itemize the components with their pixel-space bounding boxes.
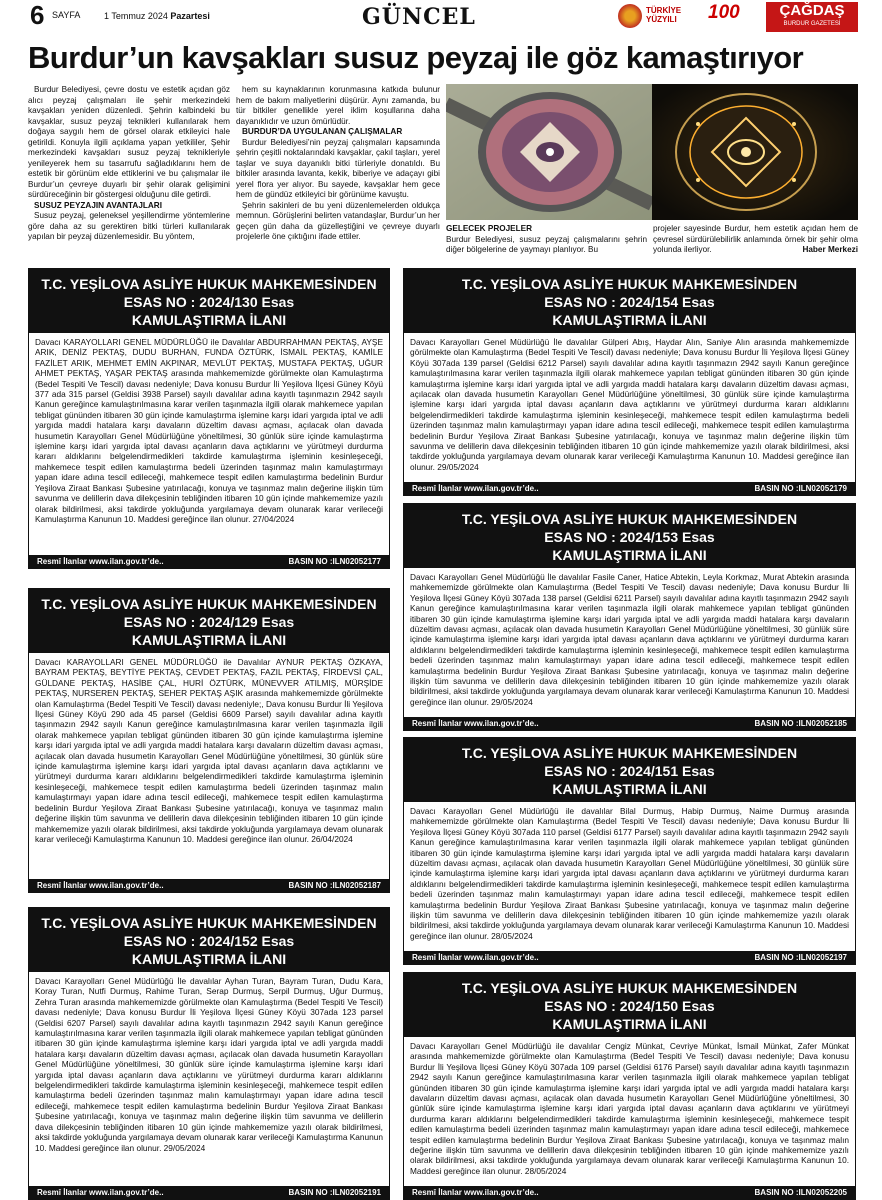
notice-press-number: BASIN NO :ILN02052187 [288,881,381,890]
notice-body: Davacı Karayolları Genel Müdürlüğü İle davalılar Gülperi Abış, Haydar Alın, Saniye Alın arasında mahkememizde görülmekte olan Kamulaştırma (Bedel Tespiti Ve Tescil) davası nedeniyle; Dava konusu Burdur İli Yeşilova İlçesi Güney Köyü 307ada 139 parsel (Geldisi 6212 Parsel) sayılı davalılar adına kayıtlı taşınmazın 2942 sayılı Kanun gereğince kamulaştırılmasına karar verilen taşınmazla ilgili olarak mahkemece yapılan tebligat gününden itibaren 30 gün içinde kamulaştırma işlemine karşı idari yargıda iptal ve adli yargıda maddi hatalara karşı davaların düzeltim davası açması, açılacak olan davada husumetin Karayolları Genel Müdürlüğüne yöneltilmesi, 30 günlük süre içinde kamulaştırma işlemine karşı idari yargıda iptal davası açanların dava açtıklarını ve yürütmeyi durdurma kararı aldıklarını belgelendirmedikleri takdirde kamulaştırma işleminin kesinleşeceği, mahkemece tespit edilen kamulaştırma bedeli üzerinden taşınmaz malın kamulaştırmayı yapan idare adına tescil edileceği, mahkemece tespit edilen kamulaştırma bedelinin Burdur Yeşilova Ziraat Bankası Şubesine yatırılacağı, konuya ve taşınmaz malın değerine ilişkin tüm savunma ve delillerin dava dilekçesinin tebliğinden itibaren 10 gün içinde mahkememize yazılı olarak bildirilmesi, aksi takdirde yokluğunda yargılamaya devam olunarak karar verileceği Kamulaştırma Kanunun 10. Maddesi gereğince ilan olunur. 29/05/2024 [410,337,849,472]
legal-notice [403,268,856,496]
notice-court: T.C. YEŞİLOVA ASLİYE HUKUK MAHKEMESİNDEN [41,915,377,931]
article-paragraph: hem su kaynaklarının korunmasına katkıda bulunur hem de bakım maliyetlerini düşürür. Aynı zamanda, bu tür bitkiler genellikle yerel iklim koşullarına daha dayanıklıdır ve uzun ömürlüdür. [236,85,440,126]
notice-court: T.C. YEŞİLOVA ASLİYE HUKUK MAHKEMESİNDEN [461,276,798,292]
notice-case-number: ESAS NO : 2024/154 Esas [544,294,715,310]
notice-type: KAMULAŞTIRMA İLANI [131,632,287,648]
notice-case-number: ESAS NO : 2024/152 Esas [123,933,295,949]
page-word: SAYFA [52,10,81,20]
notice-court: T.C. YEŞİLOVA ASLİYE HUKUK MAHKEMESİNDEN [461,980,798,996]
notice-press-number: BASIN NO :ILN02052185 [754,719,847,728]
notice-press-number: BASIN NO :ILN02052191 [288,1188,381,1197]
turkiye-yuzyili-text: TÜRKİYE YÜZYILI [646,6,682,24]
date-weekday: Pazartesi [170,11,210,21]
article-closing-text: projeler sayesinde Burdur, hem estetik açıdan hem de çevresel sürdürülebilirlik anlamında örnek bir şehir olma yolunda ilerliyor. [653,224,858,254]
legal-notice [28,588,390,893]
notice-title [29,269,389,333]
notice-title [404,504,855,568]
notice-press-number: BASIN NO :ILN02052205 [754,1188,847,1197]
article-column-3 [446,224,647,256]
article-column-1 [28,85,230,243]
article-paragraph: Burdur Belediyesi’nin peyzaj çalışmaları kapsamında şehrin çeşitli noktalarındaki kavşaklar, çakıl taşları, yerel taşlar ve suya dayanıklı bitki türleriyle donatıldı. Bu bitkiler arasında lavanta, kekik, biberiye ve adaçayı gibi yerel flora yer alıyor. Bu sayede, kavşaklar hem gece hem de gündüz etkileyici bir görünüme kavuştu. [236,137,440,199]
article-column-4 [653,224,858,256]
notice-title [404,738,855,802]
notice-footer-site: Resmî İlanlar www.ilan.gov.tr’de.. [37,881,164,890]
anniversary-logo: 100 [708,2,740,23]
page-number: 6 [30,0,45,30]
newspaper-logo [766,2,858,32]
notice-body: Davacı Karayolları Genel Müdürlüğü İle davalılar Ayhan Turan, Bayram Turan, Dudu Kara, Koray Turan, Nutfi Durmuş, Rahime Turan, Serap Durmuş, Serpil Durmuş, Uğur Durmuş, Zehra Turan arasında mahkememizde görülmekte olan Kamulaştırma (Bedel Tespiti Ve Tescil) davası nedeniyle; Dava konusu Burdur İli Yeşilova İlçesi Güney Köyü 307ada 123 parsel (Geldisi 6207 Parsel) sayılı davalılar adına kayıtlı taşınmazın 2942 sayılı Kanun gereğince kamulaştırılmasına karar verilen taşınmazla ilgili olarak mahkemece yapılan tebligat gününden itibaren 30 gün içinde kamulaştırma işlemine karşı idari yargıda iptal ve adli yargıda maddi hatalara karşı davaların düzeltim davası açması, açılacak olan davada husumetin Karayolları Genel Müdürlüğüne yöneltilmesi, 30 günlük süre içinde kamulaştırma işlemine karşı idari yargıda iptal davası açanların dava açtıklarını ve yürütmeyi durdurma kararı aldıklarını belgelendirmedikleri takdirde kamulaştırma işleminin kesinleşeceği, mahkemece tespit edilen kamulaştırma bedeli üzerinden taşınmaz malın kamulaştırmayı yapan idare adına tescil edileceği, mahkemece tespit edilen kamulaştırma bedelinin Burdur Yeşilova Ziraat Bankası Şubesine yatırılacağı, konuya ve taşınmaz malın değerine ilişkin tüm savunma ve delillerin dava dilekçesinin tebliğinden itibaren 10 gün içinde mahkememize yazılı olarak bildirilmesi, aksi takdirde yokluğunda yargılamaya devam olunarak karar verileceği Kamulaştırma Kanunun 10. Maddesi gereğince ilan olunur. 29/05/2024 [35,976,383,1153]
legal-notice [403,503,856,731]
notice-press-number: BASIN NO :ILN02052197 [754,953,847,962]
article-paragraph: Burdur Belediyesi, çevre dostu ve estetik açıdan göz alıcı peyzaj çalışmaları ile şehir merkezindeki kavşakları yeniden düzenledi. Şehrin kalbindeki bu kavşaklar, susuz peyzaj teknikleri kullanılarak hem doğaya saygılı hem de görsel olarak etkileyici hale getirildi. Konuyla ilgili açıklama yapan yetkililer, Şehir merkezindeki kavşakları susuz peyzaj teknikleriyle yenileyerek hem su tasarrufu sağladıklarını hem de estetik bir görünüm elde ettiklerini ve bu çalışmalar ile Burdur’un çevreye duyarlı bir şehir olarak gelişimini sürdüreceğinin bir göstergesi olduğunu dile getirdi. [28,85,230,199]
notice-court: T.C. YEŞİLOVA ASLİYE HUKUK MAHKEMESİNDEN [461,745,798,761]
article-credit: Haber Merkezi [802,245,858,254]
notice-court: T.C. YEŞİLOVA ASLİYE HUKUK MAHKEMESİNDEN [461,511,798,527]
article-headline: Burdur’un kavşakları susuz peyzaj ile göz kamaştırıyor [28,40,804,75]
notice-type: KAMULAŞTIRMA İLANI [552,781,707,797]
article-paragraph: Şehrin sakinleri de bu yeni düzenlemelerden oldukça memnun. Görüşlerini belirten vatandaşlar, Burdur’un her geçen gün daha da güzelleştiğini ve çevreye duyarlı projelerle öne çıktığını ifade ettiler. [236,200,440,241]
legal-notice [28,268,390,569]
notice-case-number: ESAS NO : 2024/129 Esas [123,614,295,630]
notice-body: Davacı KARAYOLLARI GENEL MÜDÜRLÜĞÜ ile Davalılar AYNUR PEKTAŞ ÖZKAYA, BAYRAM PEKTAŞ, BEYTİYE PEKTAŞ, CEVDET PEKTAŞ, FAZIL PEKTAŞ, FİRDEVSİ ÇAL, GÜLDANE PEKTAŞ, HASİBE ÇAL, HURİ ÖZTÜRK, MÜNEVVER ATILMIŞ, MÜRŞİDE PEKTAŞ, NURSEREN PEKTAŞ, SEHER PEKTAŞ AŞIK arasında mahkememizde görülmekte olan Kamulaştırma (Bedel Tespiti Ve Tescil) davası nedeniyle;, Dava konusu Burdur İli Yeşilova İlçesi Güney Köyü 290 ada 45 parsel (Geldisi 6609 Parsel) sayılı davalılar adına kayıtlı taşınmazın 2942 sayılı Kanun gereğince kamulaştırılmasına karar verilen taşınmazla ilgili olarak mahkemece yapılan tebligat gününden itibaren 30 gün içinde kamulaştırma işlemine karşı idari yargıda iptal ve adli yargıda maddi hatalara karşı davaların düzeltim davası açması, açılacak olan davada husumetin Karayolları Genel Müdürlüğüne yöneltilmesi, 30 günlük süre içinde kamulaştırma işlemine karşı idari yargıda iptal davası açanların dava açtıklarını ve yürütmeyi durdurma kararı aldıklarını belgelendirmedikleri takdirde kamulaştırma işleminin kesinleşeceği, mahkemece tespit edilen kamulaştırma bedeli üzerinden taşınmaz malın kamulaştırmayı yapan idare adına tescil edileceği, mahkemece tespit edilen kamulaştırma bedelinin Burdur Yeşilova Ziraat Bankası Şubesine yatırılacağı, konuya ve taşınmaz malın değerine ilişkin tüm savunma ve delillerin dava dilekçesinin tebliğinden itibaren 10 gün içinde mahkememize yazılı olarak bildirilmesi, aksi takdirde yokluğunda yargılamaya devam olunarak karar verileceği Kamulaştırma Kanunun 10. Maddesi gereğince ilan olunur. 26/04/2024 [35,657,383,844]
notice-footer-site: Resmî İlanlar www.ilan.gov.tr’de.. [412,1188,539,1197]
notice-press-number: BASIN NO :ILN02052179 [754,484,847,493]
date-day: 1 Temmuz 2024 [104,11,168,21]
newspaper-name: ÇAĞDAŞ [779,2,845,19]
header-logos [616,2,856,34]
article-column-2 [236,85,440,243]
notice-title [404,269,855,333]
notice-press-number: BASIN NO :ILN02052177 [288,557,381,566]
notice-footer-site: Resmî İlanlar www.ilan.gov.tr’de.. [412,719,539,728]
section-title: GÜNCEL [362,4,476,30]
notice-footer [29,555,389,568]
notice-title [404,973,855,1037]
notice-footer-site: Resmî İlanlar www.ilan.gov.tr’de.. [412,484,539,493]
article-subheading: SUSUZ PEYZAJIN AVANTAJLARI [34,200,162,210]
notice-type: KAMULAŞTIRMA İLANI [131,951,287,967]
notice-footer-site: Resmî İlanlar www.ilan.gov.tr’de.. [37,557,164,566]
notice-footer [404,482,855,495]
notice-footer [404,951,855,964]
legal-notice [403,737,856,965]
article-subheading: GELECEK PROJELER [446,224,532,233]
roundabout-photo [446,84,858,220]
notice-title [29,908,389,972]
notice-type: KAMULAŞTIRMA İLANI [552,312,707,328]
notice-body: Davacı Karayolları Genel Müdürlüğü ile davalılar Cengiz Münkat, Cevriye Münkat, İsmail Münkat, Zafer Münkat arasında mahkememizde görülmekte olan Kamulaştırma (Bedel Tespiti Ve Tescil) davası nedeniyle; Dava konusu Burdur İli Yeşilova İlçesi Güney Köyü 307ada 109 parsel (Geldisi 6176 Parsel) sayılı davalılar adına kayıtlı taşınmazın 2942 sayılı Kanun gereğince kamulaştırılmasına karar verilen taşınmazla ilgili olarak mahkemece yapılan tebligat gününden itibaren 30 gün içinde kamulaştırma işlemine karşı idari yargıda iptal ve adli yargıda maddi hatalara karşı davaların düzeltim davası açması, açılacak olan davada husumetin Karayolları Genel Müdürlüğüne yöneltilmesi, 30 günlük süre içinde kamulaştırma işlemine karşı idari yargıda iptal davası açanların dava açtıklarını ve yürütmeyi durdurma kararı aldıklarını belgelendirmedikleri takdirde kamulaştırma işleminin kesinleşeceği, mahkemece tespit edilen kamulaştırma bedeli üzerinden taşınmaz malın kamulaştırmayı yapan idare adına tescil edileceği, mahkemece tespit edilen kamulaştırma bedelinin Burdur Yeşilova Ziraat Bankası Şubesine yatırılacağı, konuya ve taşınmaz malın değerine ilişkin tüm savunma ve delillerin dava dilekçesinin tebliğinden itibaren 10 gün içinde mahkememize yazılı olarak bildirilmesi, aksi takdirde yokluğunda yargılamaya devam olunarak karar verileceği Kamulaştırma Kanunun 10. Maddesi gereğince ilan olunur. 28/05/2024 [410,1041,849,1176]
notice-title [29,589,389,653]
notice-footer [404,1186,855,1199]
notice-case-number: ESAS NO : 2024/130 Esas [123,294,295,310]
newspaper-subtitle: BURDUR GAZETESİ [783,21,841,27]
legal-notice [403,972,856,1200]
notice-body: Davacı Karayolları Genel Müdürlüğü ile davalılar Bilal Durmuş, Habip Durmuş, Naime Durmuş arasında mahkememizde görülmekte olan Kamulaştırma (Bedel Tespiti Ve Tescil) davası nedeniyle; Dava konusu Burdur İli Yeşilova İlçesi Güney Köyü 307ada 110 parsel (Geldisi 6177 Parsel) sayılı davalılar adına kayıtlı taşınmazın 2942 sayılı Kanun gereğince kamulaştırılmasına karar verilen taşınmazla ilgili olarak mahkemece yapılan tebligat gününden itibaren 30 gün içinde kamulaştırma işlemine karşı idari yargıda iptal ve adli yargıda maddi hatalara karşı davaların düzeltim davası açması, açılacak olan davada husumetin Karayolları Genel Müdürlüğüne yöneltilmesi, 30 günlük süre içinde kamulaştırma işlemine karşı idari yargıda iptal davası açanların dava açtıklarını ve yürütmeyi durdurma kararı aldıklarını belgelendirmedikleri takdirde kamulaştırma işleminin kesinleşeceği, mahkemece tespit edilen kamulaştırma bedeli üzerinden taşınmaz malın kamulaştırmayı yapan idare adına tescil edileceği, mahkemece tespit edilen kamulaştırma bedelinin Burdur Yeşilova Ziraat Bankası Şubesine yatırılacağı, konuya ve taşınmaz malın değerine ilişkin tüm savunma ve delillerin dava dilekçesinin tebliğinden itibaren 10 gün içinde mahkememize yazılı olarak bildirilmesi, aksi takdirde yokluğunda yargılamaya devam olunarak karar verileceği Kamulaştırma Kanunun 10. Maddesi gereğince ilan olunur. 28/05/2024 [410,806,849,941]
notice-body: Davacı Karayolları Genel Müdürlüğü İle davalılar Fasile Caner, Hatice Abtekin, Leyla Korkmaz, Murat Abtekin arasında mahkememizde görülmekte olan Kamulaştırma (Bedel Tespiti Ve Tescil) davası nedeniyle; Dava konusu Burdur İli Yeşilova İlçesi Güney Köyü 307ada 138 parsel (Geldisi 6211 Parsel) sayılı davalılar adına kayıtlı taşınmazın 2942 sayılı Kanun gereğince kamulaştırılmasına karar verilen taşınmazla ilgili olarak mahkemece yapılan tebligat gününden itibaren 30 gün içinde kamulaştırma işlemine karşı idari yargıda iptal ve adli yargıda maddi hatalara karşı davaların düzeltim davası açması, açılacak olan davada husumetin Karayolları Genel Müdürlüğüne yöneltilmesi, 30 günlük süre içinde kamulaştırma işlemine karşı idari yargıda iptal davası açanların dava açtıklarını ve yürütmeyi durdurma kararı aldıklarını belgelendirmedikleri takdirde kamulaştırma işleminin kesinleşeceği, mahkemece tespit edilen kamulaştırma bedeli üzerinden taşınmaz malın kamulaştırmayı yapan idare adına tescil edileceği, mahkemece tespit edilen kamulaştırma bedelinin Burdur Yeşilova Ziraat Bankası Şubesine yatırılacağı, konuya ve taşınmaz malın değerine ilişkin tüm savunma ve delillerin dava dilekçesinin tebliğinden itibaren 10 gün içinde mahkememize yazılı olarak bildirilmesi, aksi takdirde yokluğunda yargılamaya devam olunarak karar verileceği Kamulaştırma Kanunun 10. Maddesi gereğince ilan olunur. 29/05/2024 [410,572,849,707]
notice-case-number: ESAS NO : 2024/150 Esas [544,998,715,1014]
notice-footer [29,879,389,892]
article-paragraph: Burdur Belediyesi, susuz peyzaj çalışmalarını şehrin diğer bölgelerine de yaymayı planlıyor. Bu [446,234,647,254]
article-paragraph: Susuz peyzaj, geleneksel yeşillendirme yöntemlerine göre daha az su gerektiren bitki türleri kullanılarak yapılan bir peyzaj düzenlemesidir. Bu yöntem, [28,211,230,241]
legal-notice [28,907,390,1200]
notice-footer [404,717,855,730]
page-header [0,0,882,38]
notice-body: Davacı KARAYOLLARI GENEL MÜDÜRLÜĞÜ ile Davalılar ABDURRAHMAN PEKTAŞ, AYŞE ARIK, DENİZ PEKTAŞ, DUDU BURHAN, FUNDA ÖZTÜRK, İSMAİL PEKTAŞ, KAMİLE FAZİLET ARIK, MEHMET EMİN AKPINAR, MEVLÜT PEKTAŞ, MUSTAFA PEKTAŞ, UĞUR AHMET PEKTAŞ, YAŞAR PEKTAŞ arasında mahkememizde görülmekte olan Kamulaştırma (Bedel Tespiti Ve Tescil) davası nedeniyle; Dava konusu Burdur İli Yeşilova İlçesi Güney Köyü 377 ada 315 parsel (Geldisi 3938 Parsel) sayılı davalılar adına kayıtlı taşınmazın 2942 sayılı Kanun gereğince kamulaştırılmasına karar verilen taşınmazla ilgili olarak mahkemece yapılan tebligat gününden itibaren 30 gün içinde kamulaştırma işlemine karşı idari yargıda iptal ve adli yargıda maddi hatalara karşı davaların düzeltim davası açması, açılacak olan davada husumetin Karayolları Genel Müdürlüğüne yöneltilmesi, 30 günlük süre içinde kamulaştırma işlemine karşı idari yargıda iptal davası açanların dava açtıklarını ve yürütmeyi durdurma kararı aldıklarını belgelendirmedikleri takdirde kamulaştırma işleminin kesinleşeceği, mahkemece tespit edilen kamulaştırma bedeli üzerinden taşınmaz malın kamulaştırmayı yapan idare adına tescil edileceği, mahkemece tespit edilen kamulaştırma bedelinin Burdur Yeşilova Ziraat Bankası Şubesine yatırılacağı, konuya ve taşınmaz malın değerine ilişkin tüm savunma ve delillerin dava dilekçesinin tebliğinden itibaren 10 gün içinde mahkememize yazılı olarak bildirilmesi, aksi takdirde yokluğunda yargılamaya devam olunarak karar verileceği Kamulaştırma Kanunun 10. Maddesi gereğince ilan olunur. 27/04/2024 [35,337,383,524]
notice-footer [29,1186,389,1199]
notice-case-number: ESAS NO : 2024/153 Esas [544,529,715,545]
turkiye-yuzyili-logo [616,2,702,32]
notice-footer-site: Resmî İlanlar www.ilan.gov.tr’de.. [412,953,539,962]
notice-type: KAMULAŞTIRMA İLANI [552,1016,707,1032]
notice-type: KAMULAŞTIRMA İLANI [552,547,707,563]
notice-case-number: ESAS NO : 2024/151 Esas [544,763,715,779]
notice-court: T.C. YEŞİLOVA ASLİYE HUKUK MAHKEMESİNDEN [41,596,377,612]
notice-type: KAMULAŞTIRMA İLANI [131,312,287,328]
emblem-icon [618,4,642,28]
notice-footer-site: Resmî İlanlar www.ilan.gov.tr’de.. [37,1188,164,1197]
issue-date [104,11,210,21]
notice-court: T.C. YEŞİLOVA ASLİYE HUKUK MAHKEMESİNDEN [41,276,377,292]
article-subheading: BURDUR’DA UYGULANAN ÇALIŞMALAR [242,127,403,136]
